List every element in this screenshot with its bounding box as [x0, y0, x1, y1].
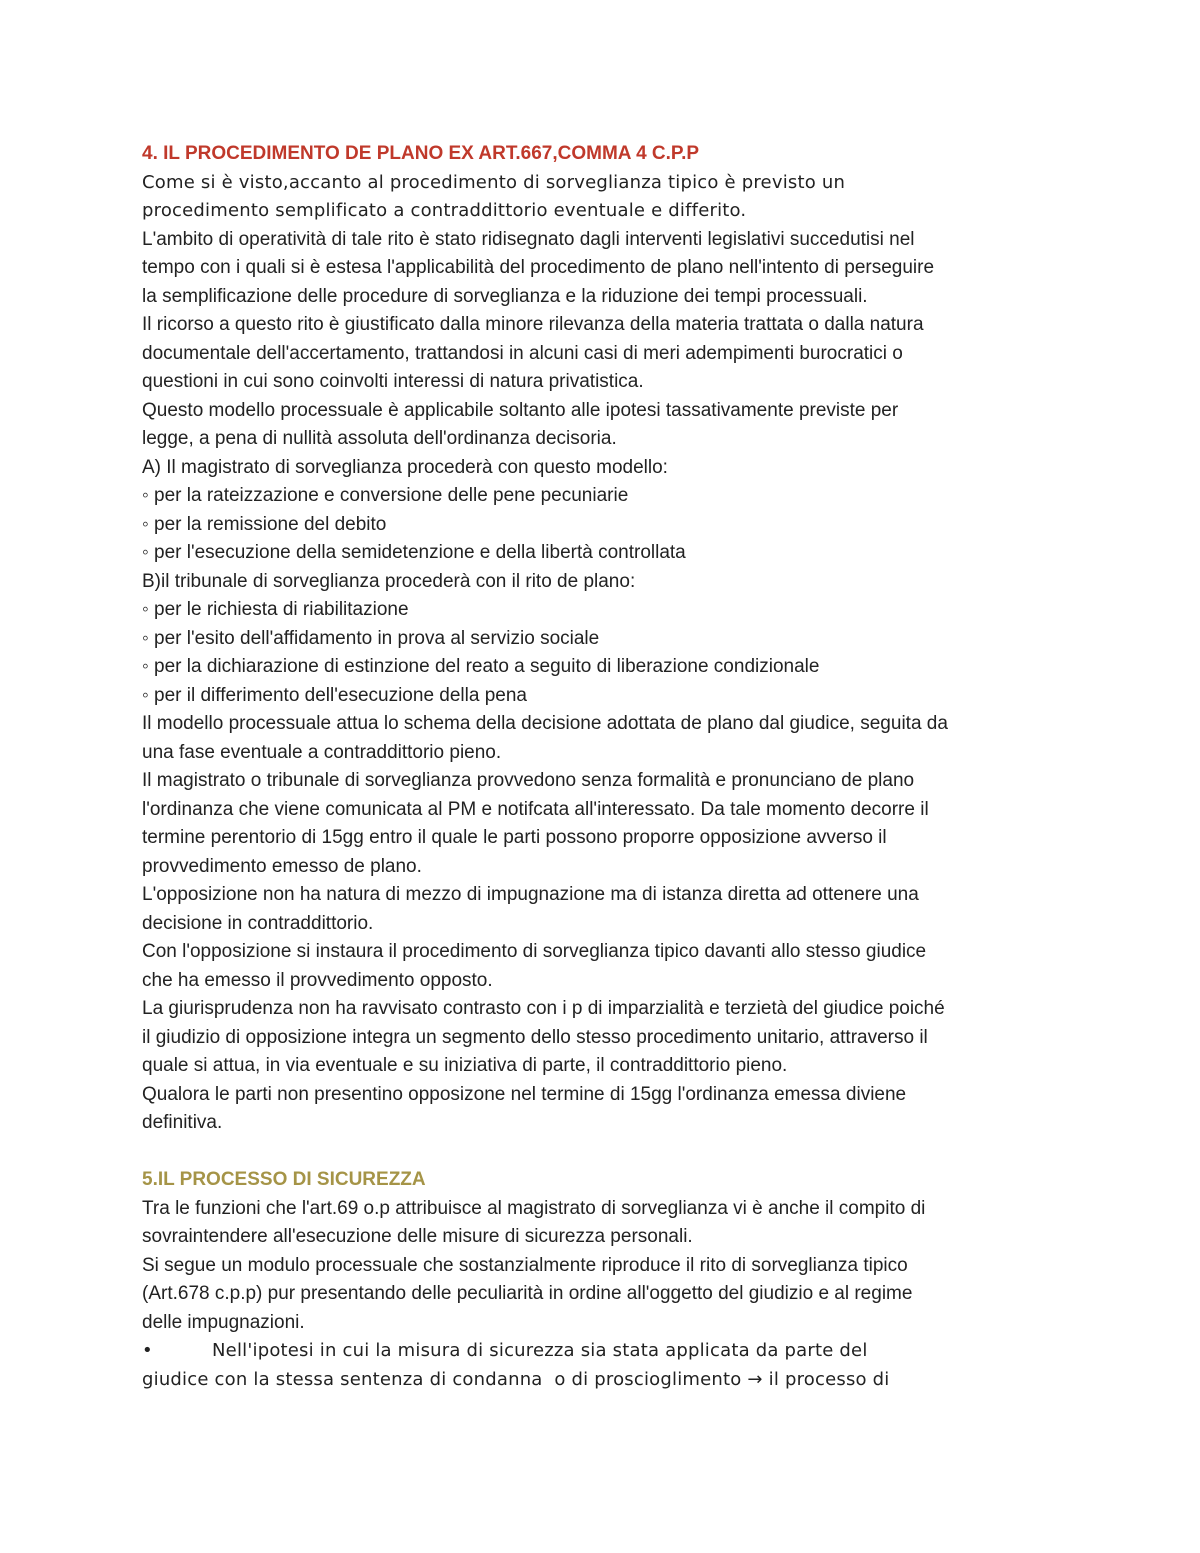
section-4-intro-line: Come si è visto,accanto al procedimento di sorveglianza tipico è previsto un: [142, 171, 846, 193]
list-item: ◦ per la remissione del debito: [142, 513, 387, 535]
section-5-heading: 5.IL PROCESSO DI SICUREZZA: [142, 1169, 426, 1190]
paragraph-line: documentale dell'accertamento, trattandosi in alcuni casi di meri adempimenti burocratici o: [142, 342, 903, 364]
paragraph-line: tempo con i quali si è estesa l'applicabilità del procedimento de plano nell'intento di perseguire: [142, 257, 935, 278]
paragraph-line: Il magistrato o tribunale di sorveglianza provvedono senza formalità e pronunciano de plano: [142, 770, 915, 791]
bullet-text: Nell'ipotesi in cui la misura di sicurezza sia stata applicata da parte del: [212, 1340, 868, 1361]
paragraph-line: delle impugnazioni.: [142, 1311, 305, 1333]
section-4-heading: 4. IL PROCEDIMENTO DE PLANO EX ART.667,COMMA 4 C.P.P: [142, 143, 700, 164]
list-item: ◦ per la rateizzazione e conversione delle pene pecuniarie: [142, 485, 629, 506]
paragraph-line: l'ordinanza che viene comunicata al PM e notifcata all'interessato. Da tale momento decorre il: [142, 798, 929, 820]
paragraph-line: Il ricorso a questo rito è giustificato dalla minore rilevanza della materia trattata o dalla natura: [142, 314, 924, 335]
section-spacer: [142, 1138, 1072, 1167]
paragraph-line: termine perentorio di 15gg entro il quale le parti possono proporre opposizione avverso il: [142, 827, 887, 848]
paragraph-line: Il modello processuale attua lo schema della decisione adottata de plano dal giudice, seguita da: [142, 713, 948, 734]
bullet-mark: •: [142, 1340, 153, 1361]
paragraph-line: quale si attua, in via eventuale e su iniziativa di parte, il contraddittorio pieno.: [142, 1055, 788, 1076]
list-item: ◦ per le richiesta di riabilitazione: [142, 599, 409, 620]
paragraph-line: sovraintendere all'esecuzione delle misure di sicurezza personali.: [142, 1226, 693, 1247]
paragraph-line: questioni in cui sono coinvolti interessi di natura privatistica.: [142, 371, 644, 392]
paragraph-line: Qualora le parti non presentino opposizone nel termine di 15gg l'ordinanza emessa diviene: [142, 1083, 907, 1105]
paragraph-line: definitiva.: [142, 1112, 223, 1133]
paragraph-line: che ha emesso il provvedimento opposto.: [142, 969, 493, 991]
paragraph-line: la semplificazione delle procedure di sorveglianza e la riduzione dei tempi processuali.: [142, 285, 868, 307]
paragraph-line: il giudizio di opposizione integra un segmento dello stesso procedimento unitario, attraverso il: [142, 1026, 928, 1048]
paragraph-line: Si segue un modulo processuale che sostanzialmente riproduce il rito di sorveglianza tipico: [142, 1254, 908, 1276]
paragraph-line: una fase eventuale a contraddittorio pieno.: [142, 741, 502, 763]
paragraph-line: L'ambito di operatività di tale rito è stato ridisegnato dagli interventi legislativi succedutisi nel: [142, 228, 915, 250]
paragraph-line: L'opposizione non ha natura di mezzo di impugnazione ma di istanza diretta ad ottenere una: [142, 884, 919, 905]
paragraph-line: provvedimento emesso de plano.: [142, 855, 422, 877]
list-item: ◦ per l'esecuzione della semidetenzione e della libertà controllata: [142, 542, 686, 563]
list-item: ◦ per l'esito dell'affidamento in prova al servizio sociale: [142, 627, 600, 649]
paragraph-line: legge, a pena di nullità assoluta dell'ordinanza decisoria.: [142, 428, 617, 449]
list-intro-b: B)il tribunale di sorveglianza procederà con il rito de plano:: [142, 570, 636, 592]
bullet-item: [142, 1337, 1072, 1366]
list-item: ◦ per il differimento dell'esecuzione della pena: [142, 684, 527, 706]
list-intro-a: A) Il magistrato di sorveglianza procederà con questo modello:: [142, 456, 668, 478]
section-4-intro-line: procedimento semplificato a contraddittorio eventuale e differito.: [142, 200, 747, 221]
paragraph-line: La giurisprudenza non ha ravvisato contrasto con i p di imparzialità e terzietà del giudice poiché: [142, 998, 945, 1019]
list-item: ◦ per la dichiarazione di estinzione del reato a seguito di liberazione condizionale: [142, 656, 820, 677]
paragraph-line: Tra le funzioni che l'art.69 o.p attribuisce al magistrato di sorveglianza vi è anche il compito di: [142, 1197, 926, 1219]
paragraph-line: Con l'opposizione si instaura il procedimento di sorveglianza tipico davanti allo stesso giudice: [142, 941, 927, 962]
document-page: [142, 140, 1072, 1394]
paragraph-line: (Art.678 c.p.p) pur presentando delle peculiarità in ordine all'oggetto del giudizio e al regime: [142, 1283, 913, 1304]
paragraph-line: Questo modello processuale è applicabile soltanto alle ipotesi tassativamente previste per: [142, 399, 899, 421]
paragraph-line: decisione in contraddittorio.: [142, 912, 374, 934]
bullet-continuation: giudice con la stessa sentenza di condanna o di proscioglimento → il processo di: [142, 1368, 890, 1390]
